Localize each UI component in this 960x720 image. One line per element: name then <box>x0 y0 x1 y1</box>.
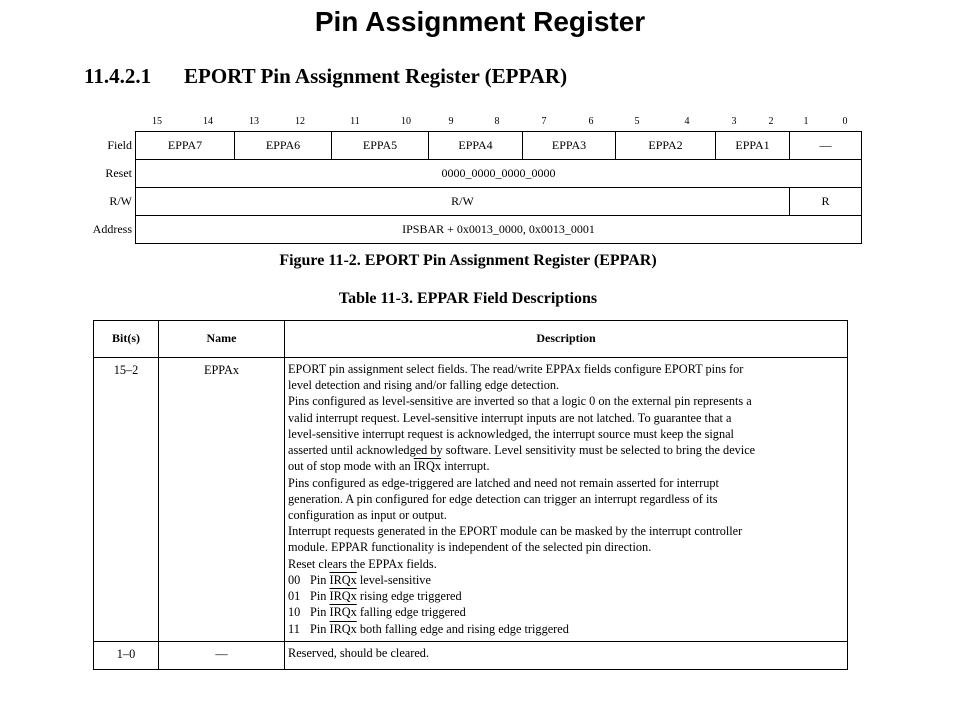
description-line: Pins configured as edge-triggered are latched and need not remain asserted for interrupt <box>288 475 719 490</box>
register-field: EPPA1 <box>716 132 790 160</box>
irq-signal: IRQx <box>329 621 357 636</box>
table-header-row <box>94 321 848 358</box>
header-bits: Bit(s) <box>94 321 159 358</box>
row-label-address: Address <box>92 222 132 236</box>
encoding-text: both falling edge and rising edge triggered <box>359 621 569 636</box>
irq-signal: IRQx <box>329 605 357 620</box>
register-diagram <box>70 131 862 244</box>
register-field: EPPA2 <box>616 132 716 160</box>
slide-title: Pin Assignment Register <box>314 6 646 37</box>
bit-number: 6 <box>588 116 594 127</box>
section-title: EPORT Pin Assignment Register (EPPAR) <box>184 64 568 88</box>
table-row <box>94 641 848 669</box>
description-line: asserted until acknowledged by software. Level sensitivity must be selected to bring the device <box>288 443 756 458</box>
encoding-pin: Pin <box>310 621 327 636</box>
encoding-line <box>288 604 843 620</box>
row-description <box>285 358 848 642</box>
encoding-pin: Pin <box>310 572 327 587</box>
description-line: Pins configured as level-sensitive are inverted so that a logic 0 on the external pin represents a <box>288 394 752 409</box>
bit-number: 15 <box>152 116 162 127</box>
irq-signal: IRQx <box>329 572 357 587</box>
encoding-code: 10 <box>288 605 301 620</box>
section-heading <box>84 64 567 89</box>
encoding-text: level-sensitive <box>359 572 431 587</box>
reset-value: 0000_0000_0000_0000 <box>136 160 862 188</box>
rw-access-reserved: R <box>790 188 862 216</box>
bit-number: 9 <box>448 116 454 127</box>
register-field-row <box>70 132 862 160</box>
register-field-reserved: — <box>790 132 862 160</box>
description-line: module. EPPAR functionality is independent of the selected pin direction. <box>288 540 652 555</box>
rw-access: R/W <box>136 188 790 216</box>
description-line: generation. A pin configured for edge detection can trigger an interrupt regardless of its <box>288 491 718 506</box>
encoding-code: 00 <box>288 572 301 587</box>
bit-number: 1 <box>803 116 809 127</box>
bit-number: 10 <box>401 116 411 127</box>
row-description: Reserved, should be cleared. <box>285 641 848 669</box>
bit-number: 5 <box>634 116 640 127</box>
encoding-text: rising edge triggered <box>359 589 462 604</box>
section-number: 11.4.2.1 <box>84 64 152 88</box>
figure-caption: Figure 11-2. EPORT Pin Assignment Register (EPPAR) <box>279 252 657 269</box>
description-line: level-sensitive interrupt request is acknowledged, the interrupt source must keep the signal <box>288 426 734 441</box>
bit-number: 4 <box>684 116 690 127</box>
encoding-pin: Pin <box>310 605 327 620</box>
bit-number: 8 <box>494 116 500 127</box>
irq-signal: IRQx <box>413 459 442 474</box>
bit-number: 3 <box>731 116 737 127</box>
header-name: Name <box>159 321 285 358</box>
description-line: Interrupt requests generated in the EPORT module can be masked by the interrupt controller <box>288 524 743 539</box>
encoding-code: 01 <box>288 589 301 604</box>
register-field: EPPA4 <box>429 132 523 160</box>
row-bits: 15–2 <box>94 358 159 642</box>
register-reset-row <box>70 160 862 188</box>
register-address-row <box>70 216 862 244</box>
encoding-pin: Pin <box>310 589 327 604</box>
description-line: Reset clears the EPPAx fields. <box>288 556 437 571</box>
row-name: — <box>159 641 285 669</box>
table-row <box>94 358 848 642</box>
bit-number: 13 <box>249 116 259 127</box>
register-field: EPPA5 <box>332 132 429 160</box>
bit-number-row <box>134 116 864 130</box>
field-description-table <box>93 320 848 670</box>
row-label-rw: R/W <box>109 194 132 208</box>
bit-number: 2 <box>768 116 774 127</box>
encoding-code: 11 <box>288 621 300 636</box>
encoding-line <box>288 572 843 588</box>
description-text: out of stop mode with an <box>288 459 411 474</box>
description-line <box>288 458 843 474</box>
row-name: EPPAx <box>159 358 285 642</box>
bit-number: 12 <box>295 116 305 127</box>
register-rw-row <box>70 188 862 216</box>
description-line: valid interrupt request. Level-sensitive interrupt inputs are not latched. To guarantee that a <box>288 410 732 425</box>
table-caption: Table 11-3. EPPAR Field Descriptions <box>338 290 598 307</box>
bit-number: 14 <box>203 116 213 127</box>
register-address: IPSBAR + 0x0013_0000, 0x0013_0001 <box>136 216 862 244</box>
register-field: EPPA7 <box>136 132 235 160</box>
irq-signal: IRQx <box>329 589 357 604</box>
bit-number: 0 <box>842 116 848 127</box>
encoding-text: falling edge triggered <box>359 605 466 620</box>
encoding-line <box>288 621 843 637</box>
bit-number: 11 <box>350 116 360 127</box>
row-label-field: Field <box>107 138 132 152</box>
description-line: level detection and rising and/or falling edge detection. <box>288 378 560 393</box>
description-line: EPORT pin assignment select fields. The read/write EPPAx fields configure EPORT pins for <box>288 362 744 376</box>
register-field: EPPA6 <box>235 132 332 160</box>
row-bits: 1–0 <box>94 641 159 669</box>
header-description: Description <box>285 321 848 358</box>
description-text: interrupt. <box>444 459 490 474</box>
register-field: EPPA3 <box>523 132 616 160</box>
description-line: configuration as input or output. <box>288 507 447 522</box>
encoding-line <box>288 588 843 604</box>
row-label-reset: Reset <box>105 166 132 180</box>
bit-number: 7 <box>541 116 547 127</box>
